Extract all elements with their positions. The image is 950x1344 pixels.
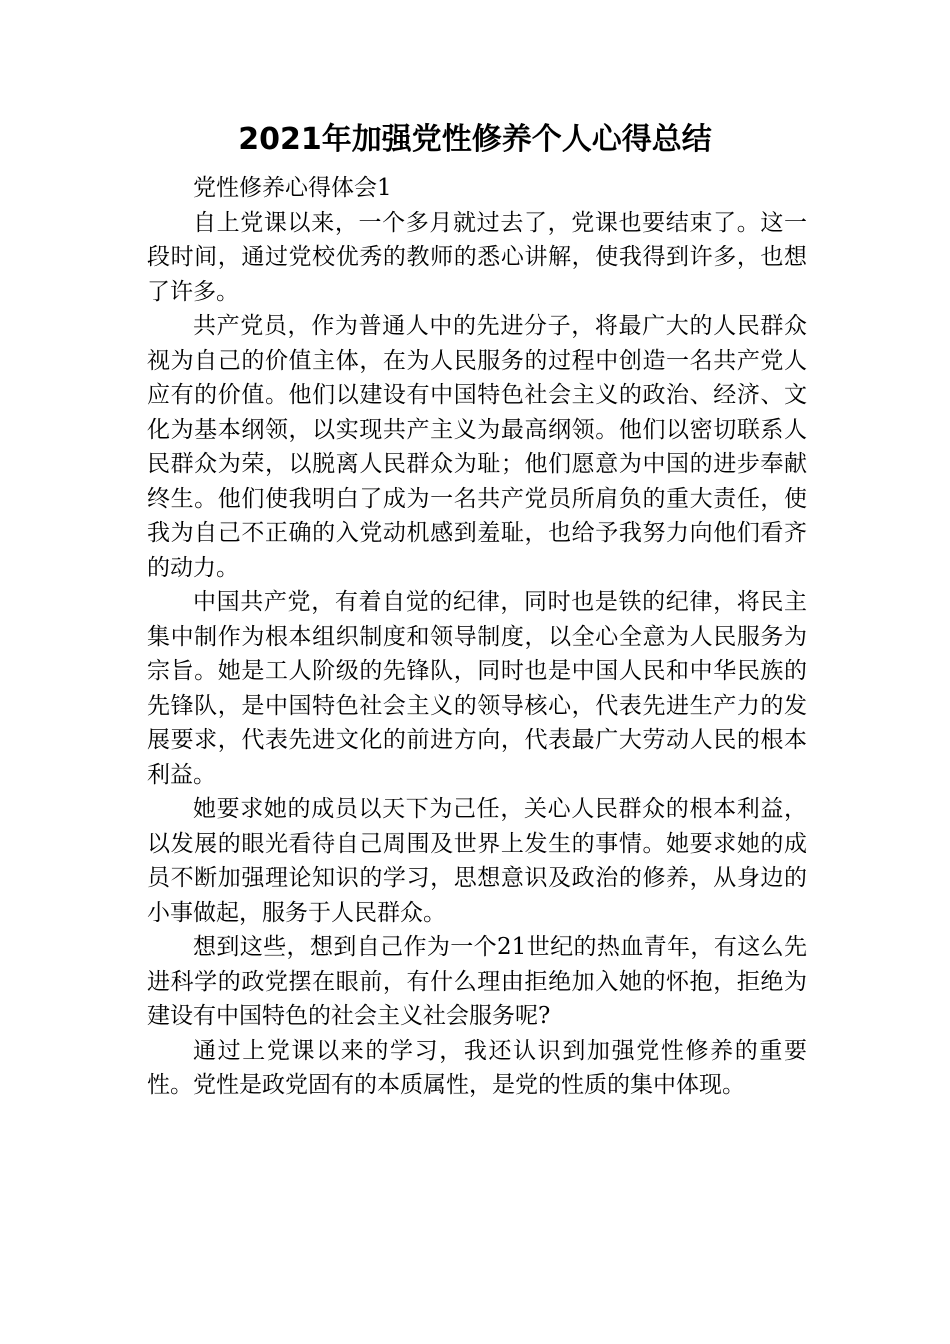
document-body (147, 171, 807, 1103)
paragraph: 共产党员，作为普通人中的先进分子，将最广大的人民群众视为自己的价值主体，在为人民服务的过程中创造一名共产党人应有的价值。他们以建设有中国特色社会主义的政治、经济、文化为基本纲领，以实现共产主义为最高纲领。他们以密切联系人民群众为荣，以脱离人民群众为耻；他们愿意为中国的进步奉献终生。他们使我明白了成为一名共产党员所肩负的重大责任，使我为自己不正确的入党动机感到羞耻，也给予我努力向他们看齐的动力。 (147, 313, 807, 581)
paragraph: 想到这些，想到自己作为一个21世纪的热血青年，有这么先进科学的政党摆在眼前，有什么理由拒绝加入她的怀抱，拒绝为建设有中国特色的社会主义社会服务呢? (147, 934, 807, 1029)
document-title: 2021年加强党性修养个人心得总结 (238, 122, 712, 157)
section-heading: 党性修养心得体会1 (193, 175, 392, 201)
paragraph: 通过上党课以来的学习，我还认识到加强党性修养的重要性。党性是政党固有的本质属性，是党的性质的集中体现。 (147, 1037, 807, 1098)
paragraph: 中国共产党，有着自觉的纪律，同时也是铁的纪律，将民主集中制作为根本组织制度和领导制度，以全心全意为人民服务为宗旨。她是工人阶级的先锋队，同时也是中国人民和中华民族的先锋队，是中国特色社会主义的领导核心，代表先进生产力的发展要求，代表先进文化的前进方向，代表最广大劳动人民的根本利益。 (147, 589, 807, 788)
paragraph: 自上党课以来，一个多月就过去了，党课也要结束了。这一段时间，通过党校优秀的教师的悉心讲解，使我得到许多，也想了许多。 (147, 209, 807, 305)
paragraph: 她要求她的成员以天下为己任，关心人民群众的根本利益，以发展的眼光看待自己周围及世界上发生的事情。她要求她的成员不断加强理论知识的学习，思想意识及政治的修养，从身边的小事做起，服务于人民群众。 (147, 796, 807, 926)
